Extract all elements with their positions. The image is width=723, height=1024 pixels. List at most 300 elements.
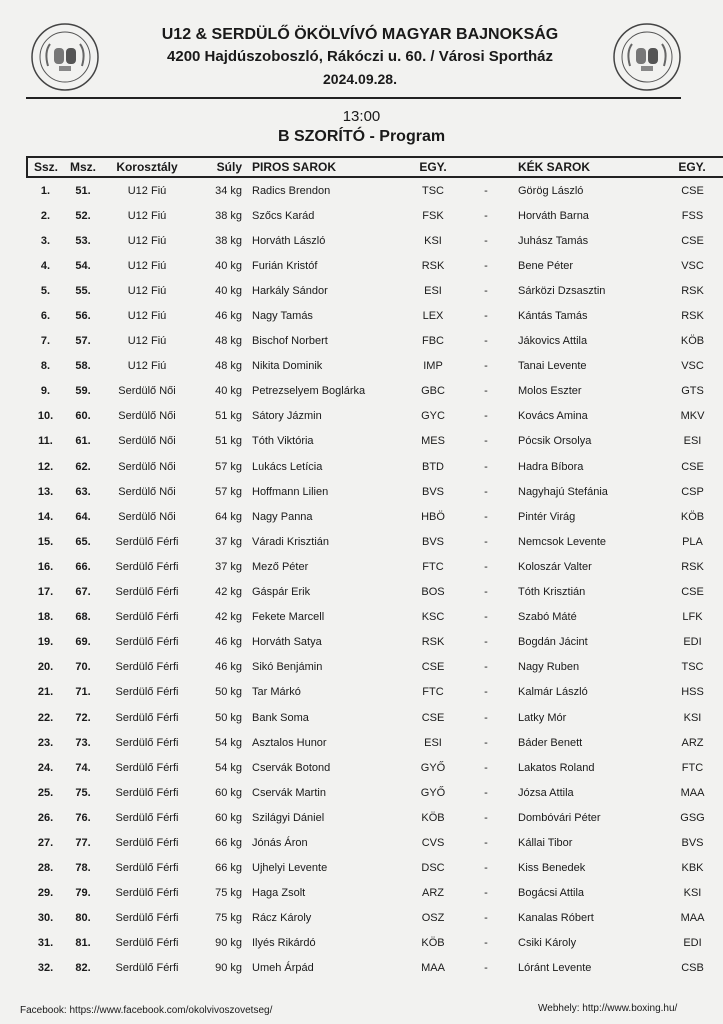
- table-row: [27, 228, 723, 253]
- vs-separator: -: [484, 234, 488, 247]
- age-category: Serdülő Férfi: [115, 862, 179, 875]
- vs-separator: -: [484, 786, 488, 799]
- bout-number: 8.: [40, 360, 51, 373]
- bout-number: 16.: [37, 560, 54, 573]
- match-number: 60.: [75, 410, 91, 423]
- match-number: 79.: [75, 887, 91, 900]
- age-category: Serdülő Női: [118, 510, 176, 523]
- bout-number: 21.: [37, 686, 54, 699]
- match-number: 75.: [75, 786, 91, 799]
- vs-separator: -: [484, 711, 488, 724]
- vs-separator: -: [484, 485, 488, 498]
- weight-class: 50 kg: [215, 686, 242, 699]
- red-corner-boxer: Mező Péter: [252, 560, 309, 573]
- match-number: 57.: [75, 335, 91, 348]
- weight-class: 37 kg: [215, 560, 242, 573]
- col-korosztaly: Korosztály: [102, 157, 192, 177]
- vs-separator: -: [484, 560, 488, 573]
- blue-corner-club: LFK: [682, 611, 703, 624]
- blue-corner-boxer: Nemcsok Levente: [518, 535, 607, 548]
- red-corner-club: BVS: [421, 535, 444, 548]
- table-row: [27, 730, 723, 755]
- vs-separator: -: [484, 636, 488, 649]
- match-number: 77.: [75, 836, 91, 849]
- age-category: Serdülő Férfi: [115, 686, 179, 699]
- vs-separator: -: [484, 661, 488, 674]
- age-category: Serdülő Női: [118, 460, 176, 473]
- red-corner-boxer: Asztalos Hunor: [252, 736, 327, 749]
- blue-corner-boxer: Csiki Károly: [518, 937, 577, 950]
- program-title: B SZORÍTÓ - Program: [277, 128, 446, 145]
- blue-corner-club: KBK: [681, 862, 704, 875]
- blue-corner-boxer: Kiss Benedek: [518, 862, 586, 875]
- red-corner-boxer: Nagy Tamás: [252, 310, 313, 323]
- red-corner-boxer: Tar Márkó: [252, 686, 301, 699]
- vs-separator: -: [484, 310, 488, 323]
- vs-separator: -: [484, 962, 488, 975]
- red-corner-boxer: Bank Soma: [252, 711, 309, 724]
- red-corner-boxer: Lukács Letícia: [252, 460, 323, 473]
- match-number: 82.: [75, 962, 91, 975]
- red-corner-club: RSK: [421, 259, 445, 272]
- bout-number: 23.: [37, 736, 54, 749]
- blue-corner-boxer: Görög László: [518, 184, 584, 197]
- bout-number: 6.: [40, 310, 51, 323]
- blue-corner-club: RSK: [681, 560, 704, 573]
- bout-number: 1.: [40, 184, 51, 197]
- red-corner-club: ESI: [424, 284, 442, 297]
- bout-number: 18.: [37, 611, 54, 624]
- red-corner-boxer: Harkály Sándor: [252, 284, 328, 297]
- blue-corner-boxer: Lakatos Roland: [518, 761, 595, 774]
- table-row: [27, 303, 723, 328]
- bout-number: 2.: [40, 209, 51, 222]
- vs-separator: -: [484, 912, 488, 925]
- blue-corner-club: EDI: [683, 937, 702, 950]
- weight-class: 42 kg: [215, 611, 242, 624]
- blue-corner-boxer: Kántás Tamás: [518, 310, 588, 323]
- venue-line: 4200 Hajdúszoboszló, Rákóczi u. 60. / Városi Sportház: [167, 48, 553, 65]
- weight-class: 57 kg: [215, 460, 242, 473]
- weight-class: 42 kg: [215, 586, 242, 599]
- blue-corner-boxer: Lóránt Levente: [518, 962, 592, 975]
- blue-corner-club: GSG: [680, 811, 705, 824]
- match-number: 78.: [75, 862, 91, 875]
- match-number: 56.: [75, 310, 91, 323]
- red-corner-club: CSE: [421, 711, 445, 724]
- blue-corner-club: VSC: [681, 360, 704, 373]
- table-row: [27, 554, 723, 579]
- blue-corner-club: MKV: [680, 410, 705, 423]
- table-row: [27, 956, 723, 981]
- age-category: U12 Fiú: [127, 234, 167, 247]
- match-number: 55.: [75, 284, 91, 297]
- red-corner-club: FTC: [422, 686, 444, 699]
- weight-class: 54 kg: [215, 761, 242, 774]
- age-category: Serdülő Férfi: [115, 937, 179, 950]
- vs-separator: -: [484, 360, 488, 373]
- age-category: Serdülő Férfi: [115, 912, 179, 925]
- red-corner-boxer: Horváth László: [252, 234, 326, 247]
- col-piros-sarok: PIROS SAROK: [244, 157, 404, 177]
- red-corner-club: FTC: [422, 560, 444, 573]
- red-corner-boxer: Gáspár Erik: [252, 586, 311, 599]
- blue-corner-boxer: Tanai Levente: [518, 360, 587, 373]
- blue-corner-club: RSK: [681, 310, 704, 323]
- red-corner-club: CSE: [421, 661, 445, 674]
- age-category: Serdülő Női: [118, 410, 176, 423]
- blue-corner-boxer: Molos Eszter: [518, 385, 582, 398]
- table-row: [27, 429, 723, 454]
- blue-corner-club: GTS: [681, 385, 704, 398]
- weight-class: 66 kg: [215, 836, 242, 849]
- vs-separator: -: [484, 510, 488, 523]
- bout-number: 19.: [37, 636, 54, 649]
- red-corner-club: BVS: [421, 485, 444, 498]
- age-category: Serdülő Férfi: [115, 535, 179, 548]
- match-number: 65.: [75, 535, 91, 548]
- blue-corner-club: TSC: [681, 661, 704, 674]
- weight-class: 50 kg: [215, 711, 242, 724]
- bout-number: 25.: [37, 786, 54, 799]
- table-row: [27, 203, 723, 228]
- blue-corner-club: CSE: [681, 234, 704, 247]
- red-corner-club: GBC: [421, 385, 445, 398]
- bout-number: 13.: [37, 485, 54, 498]
- age-category: Serdülő Férfi: [115, 611, 179, 624]
- vs-separator: -: [484, 460, 488, 473]
- match-number: 73.: [75, 736, 91, 749]
- red-corner-club: DSC: [421, 862, 445, 875]
- red-corner-club: RSK: [421, 636, 445, 649]
- event-date: 2024.09.28.: [323, 71, 397, 87]
- age-category: U12 Fiú: [127, 184, 167, 197]
- age-category: U12 Fiú: [127, 335, 167, 348]
- red-corner-club: TSC: [422, 184, 444, 197]
- red-corner-boxer: Szilágyi Dániel: [252, 811, 325, 824]
- match-number: 72.: [75, 711, 91, 724]
- red-corner-club: GYŐ: [420, 786, 446, 799]
- red-corner-boxer: Furián Kristóf: [252, 259, 318, 272]
- blue-corner-boxer: Szabó Máté: [518, 611, 577, 624]
- vs-separator: -: [484, 937, 488, 950]
- weight-class: 48 kg: [215, 360, 242, 373]
- age-category: Serdülő Férfi: [115, 711, 179, 724]
- red-corner-club: KÖB: [421, 811, 445, 824]
- championship-title: U12 & SERDÜLŐ ÖKÖLVÍVÓ MAGYAR BAJNOKSÁG: [161, 26, 559, 43]
- blue-corner-boxer: Bogdán Jácint: [518, 636, 588, 649]
- blue-corner-boxer: Báder Benett: [518, 736, 583, 749]
- red-corner-club: OSZ: [421, 912, 445, 925]
- blue-corner-boxer: Jákovics Attila: [518, 335, 588, 348]
- red-corner-club: MAA: [421, 962, 445, 975]
- red-corner-club: KSC: [421, 611, 445, 624]
- vs-separator: -: [484, 184, 488, 197]
- match-number: 69.: [75, 636, 91, 649]
- age-category: Serdülő Férfi: [115, 962, 179, 975]
- bout-number: 10.: [37, 410, 54, 423]
- table-row: [27, 580, 723, 605]
- weight-class: 37 kg: [215, 535, 242, 548]
- vs-separator: -: [484, 335, 488, 348]
- red-corner-boxer: Sátory Jázmin: [252, 410, 322, 423]
- col-kek-sarok: KÉK SAROK: [510, 157, 660, 177]
- weight-class: 90 kg: [215, 962, 242, 975]
- bout-number: 5.: [40, 284, 51, 297]
- table-row: [27, 755, 723, 780]
- bout-number: 3.: [40, 234, 51, 247]
- table-row: [27, 329, 723, 354]
- red-corner-boxer: Ilyés Rikárdó: [252, 937, 316, 950]
- table-row: [27, 881, 723, 906]
- bout-number: 29.: [37, 887, 54, 900]
- red-corner-boxer: Ujhelyi Levente: [252, 862, 328, 875]
- blue-corner-boxer: Hadra Bíbora: [518, 460, 584, 473]
- header-divider: [26, 97, 681, 99]
- age-category: Serdülő Férfi: [115, 586, 179, 599]
- blue-corner-club: HSS: [681, 686, 704, 699]
- vs-separator: -: [484, 435, 488, 448]
- red-corner-boxer: Váradi Krisztián: [252, 535, 330, 548]
- red-corner-club: GYC: [421, 410, 445, 423]
- table-row: [27, 830, 723, 855]
- blue-corner-club: KÖB: [680, 510, 705, 523]
- weight-class: 51 kg: [215, 410, 242, 423]
- red-corner-club: KÖB: [421, 937, 445, 950]
- vs-separator: -: [484, 761, 488, 774]
- age-category: Serdülő Férfi: [115, 761, 179, 774]
- red-corner-boxer: Cservák Martin: [252, 786, 326, 799]
- blue-corner-club: CSP: [681, 485, 704, 498]
- age-category: Serdülő Férfi: [115, 560, 179, 573]
- age-category: U12 Fiú: [127, 209, 167, 222]
- bout-number: 32.: [37, 962, 54, 975]
- red-corner-boxer: Nagy Panna: [252, 510, 313, 523]
- blue-corner-boxer: Tóth Krisztián: [518, 586, 586, 599]
- bout-number: 31.: [37, 937, 54, 950]
- table-row: [27, 680, 723, 705]
- vs-separator: -: [484, 209, 488, 222]
- age-category: U12 Fiú: [127, 360, 167, 373]
- bout-number: 24.: [37, 761, 54, 774]
- weight-class: 66 kg: [215, 862, 242, 875]
- blue-corner-boxer: Juhász Tamás: [518, 234, 589, 247]
- weight-class: 40 kg: [215, 385, 242, 398]
- bout-number: 28.: [37, 862, 54, 875]
- table-row: [27, 630, 723, 655]
- weight-class: 40 kg: [215, 259, 242, 272]
- weight-class: 54 kg: [215, 736, 242, 749]
- match-number: 71.: [75, 686, 91, 699]
- blue-corner-club: CSB: [681, 962, 704, 975]
- weight-class: 64 kg: [215, 510, 242, 523]
- table-row: [27, 177, 723, 203]
- age-category: Serdülő Női: [118, 485, 176, 498]
- blue-corner-club: FTC: [681, 761, 704, 774]
- red-corner-club: LEX: [422, 310, 444, 323]
- age-category: U12 Fiú: [127, 259, 167, 272]
- table-row: [27, 705, 723, 730]
- bout-number: 15.: [37, 535, 54, 548]
- red-corner-club: KSI: [424, 234, 442, 247]
- table-row: [27, 780, 723, 805]
- age-category: Serdülő Férfi: [115, 836, 179, 849]
- red-corner-boxer: Umeh Árpád: [252, 962, 314, 975]
- vs-separator: -: [484, 284, 488, 297]
- table-row: [27, 655, 723, 680]
- blue-corner-club: VSC: [681, 259, 704, 272]
- red-corner-club: MES: [421, 435, 445, 448]
- blue-corner-boxer: Sárközi Dzsasztin: [518, 284, 606, 297]
- table-row: [27, 404, 723, 429]
- col-egy-red: EGY.: [404, 157, 462, 177]
- red-corner-club: IMP: [423, 360, 443, 373]
- age-category: U12 Fiú: [127, 310, 167, 323]
- weight-class: 40 kg: [215, 284, 242, 297]
- red-corner-boxer: Sikó Benjámin: [252, 661, 323, 674]
- match-number: 61.: [75, 435, 91, 448]
- bout-number: 14.: [37, 510, 54, 523]
- red-corner-boxer: Jónás Áron: [252, 836, 308, 849]
- match-number: 66.: [75, 560, 91, 573]
- match-number: 63.: [75, 485, 91, 498]
- weight-class: 46 kg: [215, 310, 242, 323]
- col-suly: Súly: [192, 157, 244, 177]
- blue-corner-club: CSE: [681, 460, 704, 473]
- bout-number: 26.: [37, 811, 54, 824]
- blue-corner-club: PLA: [682, 535, 703, 548]
- table-row: [27, 805, 723, 830]
- table-row: [27, 529, 723, 554]
- match-number: 53.: [75, 234, 91, 247]
- federation-logo: [30, 22, 100, 92]
- red-corner-club: BOS: [421, 586, 445, 599]
- footer-website: Webhely: http://www.boxing.hu/: [538, 1003, 678, 1014]
- blue-corner-club: CSE: [681, 586, 704, 599]
- vs-separator: -: [484, 736, 488, 749]
- weight-class: 75 kg: [215, 912, 242, 925]
- weight-class: 38 kg: [215, 209, 242, 222]
- blue-corner-boxer: Latky Mór: [518, 711, 567, 724]
- weight-class: 38 kg: [215, 234, 242, 247]
- col-ssz: Ssz.: [27, 157, 64, 177]
- weight-class: 46 kg: [215, 661, 242, 674]
- red-corner-boxer: Szőcs Karád: [252, 209, 315, 222]
- red-corner-club: HBÖ: [421, 510, 445, 523]
- blue-corner-club: BVS: [681, 836, 704, 849]
- vs-separator: -: [484, 686, 488, 699]
- table-row: [27, 504, 723, 529]
- table-row: [27, 379, 723, 404]
- bout-number: 17.: [37, 586, 54, 599]
- blue-corner-club: ESI: [683, 435, 702, 448]
- blue-corner-club: KSI: [683, 887, 702, 900]
- age-category: Serdülő Női: [118, 435, 176, 448]
- blue-corner-boxer: Nagy Ruben: [518, 661, 580, 674]
- vs-separator: -: [484, 887, 488, 900]
- match-number: 80.: [75, 912, 91, 925]
- federation-logo: [612, 22, 682, 92]
- blue-corner-club: MAA: [680, 786, 705, 799]
- age-category: Serdülő Férfi: [115, 636, 179, 649]
- match-number: 52.: [75, 209, 91, 222]
- vs-separator: -: [484, 862, 488, 875]
- blue-corner-boxer: Kállai Tibor: [518, 836, 573, 849]
- match-number: 74.: [75, 761, 91, 774]
- blue-corner-boxer: Koloszár Valter: [518, 560, 592, 573]
- age-category: Serdülő Férfi: [115, 811, 179, 824]
- blue-corner-boxer: Kanalas Róbert: [518, 912, 594, 925]
- match-number: 81.: [75, 937, 91, 950]
- red-corner-boxer: Fekete Marcell: [252, 611, 325, 624]
- red-corner-boxer: Horváth Satya: [252, 636, 322, 649]
- col-separator: [462, 157, 510, 177]
- match-number: 67.: [75, 586, 91, 599]
- blue-corner-club: CSE: [681, 184, 704, 197]
- match-number: 59.: [75, 385, 91, 398]
- table-row: [27, 605, 723, 630]
- red-corner-club: FBC: [422, 335, 444, 348]
- table-row: [27, 253, 723, 278]
- bout-number: 20.: [37, 661, 54, 674]
- red-corner-club: GYŐ: [420, 761, 446, 774]
- red-corner-club: FSK: [422, 209, 444, 222]
- weight-class: 48 kg: [215, 335, 242, 348]
- vs-separator: -: [484, 611, 488, 624]
- match-number: 70.: [75, 661, 91, 674]
- match-number: 64.: [75, 510, 91, 523]
- table-row: [27, 479, 723, 504]
- bout-number: 9.: [40, 385, 51, 398]
- blue-corner-boxer: Bogácsi Attila: [518, 887, 585, 900]
- blue-corner-boxer: Horváth Barna: [518, 209, 589, 222]
- table-header-row: [27, 157, 723, 177]
- blue-corner-club: KSI: [683, 711, 702, 724]
- col-egy-blue: EGY.: [660, 157, 723, 177]
- match-number: 58.: [75, 360, 91, 373]
- blue-corner-club: ARZ: [681, 736, 704, 749]
- red-corner-boxer: Cservák Botond: [252, 761, 331, 774]
- vs-separator: -: [484, 836, 488, 849]
- vs-separator: -: [484, 535, 488, 548]
- blue-corner-club: EDI: [683, 636, 702, 649]
- match-number: 62.: [75, 460, 91, 473]
- match-number: 54.: [75, 259, 91, 272]
- match-number: 68.: [75, 611, 91, 624]
- red-corner-boxer: Nikita Dominik: [252, 360, 323, 373]
- table-row: [27, 454, 723, 479]
- bout-schedule-table: [26, 156, 723, 981]
- age-category: Serdülő Férfi: [115, 661, 179, 674]
- weight-class: 75 kg: [215, 887, 242, 900]
- weight-class: 57 kg: [215, 485, 242, 498]
- age-category: Serdülő Férfi: [115, 887, 179, 900]
- blue-corner-club: KÖB: [680, 335, 705, 348]
- red-corner-club: ESI: [424, 736, 442, 749]
- blue-corner-boxer: Bene Péter: [518, 259, 574, 272]
- bout-number: 11.: [38, 435, 53, 448]
- red-corner-club: CVS: [421, 836, 445, 849]
- blue-corner-club: MAA: [680, 912, 705, 925]
- match-number: 51.: [75, 184, 91, 197]
- red-corner-club: ARZ: [422, 887, 444, 900]
- bout-number: 30.: [37, 912, 54, 925]
- blue-corner-club: FSS: [681, 209, 704, 222]
- blue-corner-boxer: Pócsik Orsolya: [518, 435, 592, 448]
- weight-class: 60 kg: [215, 786, 242, 799]
- vs-separator: -: [484, 385, 488, 398]
- red-corner-boxer: Rácz Károly: [252, 912, 312, 925]
